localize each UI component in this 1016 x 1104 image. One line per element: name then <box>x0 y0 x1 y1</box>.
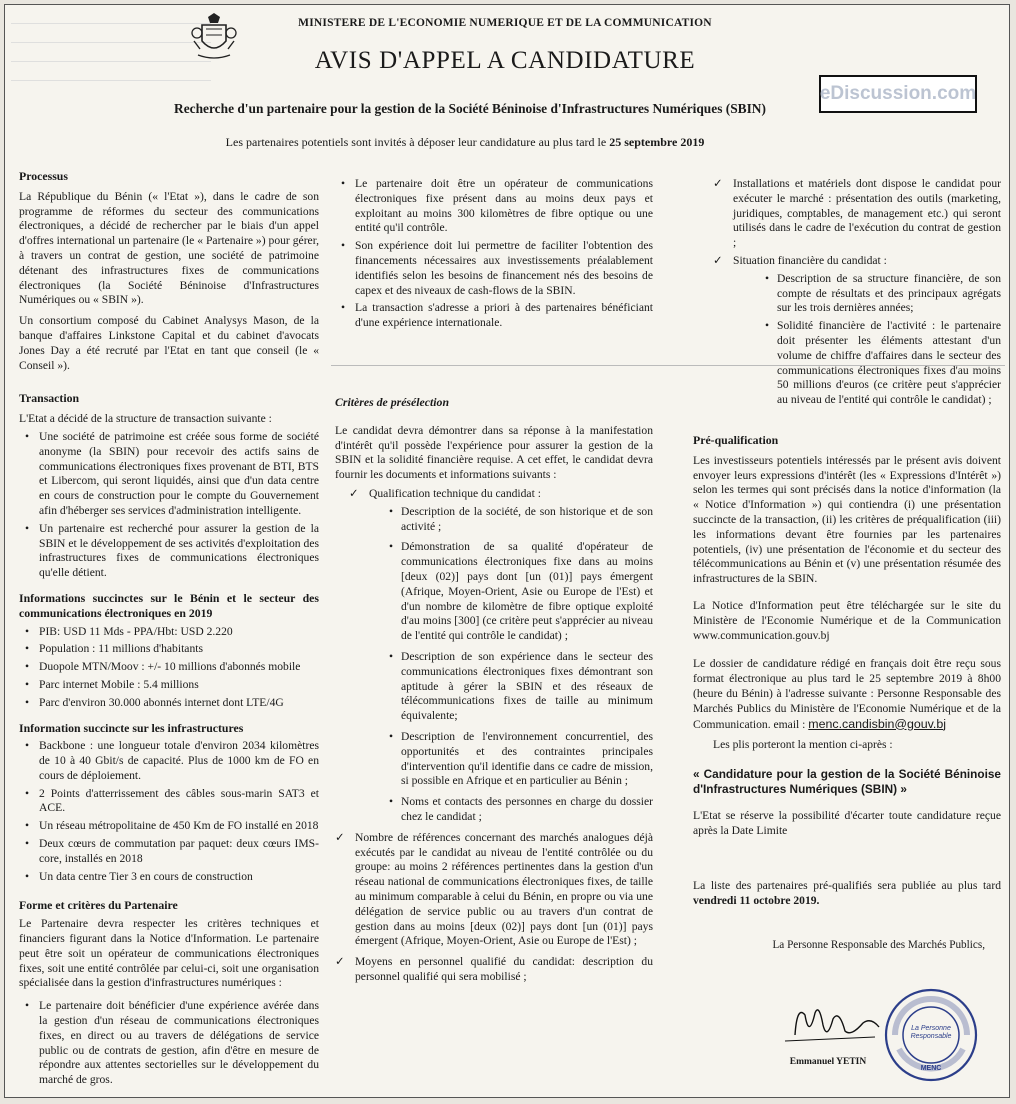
handwritten-signature <box>775 995 885 1055</box>
list-item: • Le partenaire doit bénéficier d'une expérience avérée dans la gestion d'un réseau de communications électroniques fixes, en direct ou au travers de délégations de service public ou de contrats de gestion, afin d'être en mesure de répondre aux attentes sectorielles sur le développement du marché de gros. <box>19 999 319 1088</box>
list-item: • Démonstration de sa qualité d'opérateur de communications électroniques fixe dans au moins [deux (02)] pays dont [un (01)] pays émergent (Afrique, Moyen-Orient, Asie ou Europe de l'Est) et d'un nombre de kilomètre de fibre optique exploité d'au moins [300] (ce critère peut s'apprécier au niveau de l'entité qui contrôle le candidat) ; <box>381 540 653 644</box>
financial-list <box>757 272 1001 408</box>
list-item: • Population : 11 millions d'habitants <box>19 642 319 657</box>
prequalification-paragraph: Les investisseurs potentiels intéressés par le présent avis doivent envoyer leurs expressions d'intérêt (les « Expressions d'Intérêt ») selon les termes qui sont précisés dans la notice d'information (la « Notice d'Information ») qui contiendra (i) une présentation succincte de la transaction, (ii) les critères de préqualification (iii) les informations devant être fournies par les partenaires potentiels, (iv) une présentation de l'économie et du secteur des télécommunications au Bénin et (v) une présentation résumée des infrastructures de la SBIN. <box>693 453 1001 586</box>
signature-title: La Personne Responsable des Marchés Publics, <box>772 939 985 952</box>
criteres-heading: Critères de présélection <box>335 395 450 409</box>
watermark-badge: eDiscussion.com <box>819 75 977 113</box>
list-item: • 2 Points d'atterrissement des câbles sous-marin SAT3 et ACE. <box>19 787 319 817</box>
newspaper-page <box>4 4 1010 1098</box>
list-item: • Noms et contacts des personnes en charge du dossier chez le candidat ; <box>381 795 653 825</box>
official-stamp <box>883 987 979 1083</box>
list-item: • La transaction s'adresse a priori à des partenaires bénéficiant d'une expérience internationale. <box>335 301 653 331</box>
notice-subtitle: Recherche d'un partenaire pour la gestion de la Société Béninoise d'Infrastructures Numériques (SBIN) <box>174 101 766 116</box>
partner-requirements-list <box>335 177 653 331</box>
list-item: • PIB: USD 11 Mds - PPA/Hbt: USD 2.220 <box>19 625 319 640</box>
infra-info-list <box>19 739 319 884</box>
resources-check-list <box>713 177 1001 269</box>
notice-download-paragraph: La Notice d'Information peut être téléchargée sur le site du Ministère de l'Economie Numérique et de la Communication www.communication.gouv.bj <box>693 598 1001 642</box>
list-item: ✓ Installations et matériels dont dispose le candidat pour exécuter le marché : présentation des outils (marketing, juridiques, comptables, de management etc.) qui seront utilisés dans le cadre de l'exécution du contrat de gestion ; <box>713 177 1001 251</box>
transaction-list <box>19 430 319 581</box>
stamp-inner-text: La Personne Responsable <box>910 1025 952 1040</box>
list-item: • Description de sa structure financière, de son compte de résultats et des principaux agrégats sur les trois dernières années; <box>757 272 1001 316</box>
rejection-paragraph: L'Etat se réserve la possibilité d'écarter toute candidature reçue après la Date Limite <box>693 809 1001 837</box>
signatory-name: Emmanuel YETIN <box>789 1057 867 1067</box>
contact-email: menc.candisbin@gouv.bj <box>808 716 947 731</box>
submission-paragraph: Le dossier de candidature rédigé en français doit être reçu sous format électronique au plus tard le 25 septembre 2019 à 8h00 (heure du Bénin) à l'adresse suivante : Personne Responsable des Marchés Publics du Ministère de l'Economie Numérique et de la Communication. email : menc.candisbin@gouv.bj <box>693 657 1001 731</box>
stamp-bottom-text: MENC <box>920 1065 942 1072</box>
qualification-list <box>381 505 653 825</box>
list-item: • Duopole MTN/Moov : +/- 10 millions d'abonnés mobile <box>19 660 319 675</box>
publication-paragraph: La liste des partenaires pré-qualifiés sera publiée au plus tard vendredi 11 octobre 2019. <box>693 878 1001 907</box>
middle-column-bottom <box>335 395 653 988</box>
list-item: • Son expérience doit lui permettre de faciliter l'obtention des financements nécessaires aux investissements préalablement identifiés selon les besoins de financement nés des besoins de capex et des niveaux de cash-flows de la SBIN. <box>335 239 653 298</box>
list-item: ✓ Moyens en personnel qualifié du candidat: description du personnel qualifié qui sera mobilisé ; <box>335 955 653 985</box>
right-column-bottom <box>693 433 1001 953</box>
transaction-intro: L'Etat a décidé de la structure de transaction suivante : <box>19 412 272 426</box>
list-item: • Description de la société, de son historique et de son activité ; <box>381 505 653 535</box>
infra-info-heading: Information succincte sur les infrastructures <box>19 720 244 735</box>
processus-paragraph-2: Un consortium composé du Cabinet Analysys Mason, de la banque d'affaires Linkstone Capital et du cabinet d'avocats Jones Day a été recruté par l'Etat en tant que conseil (le « Conseil »). <box>19 314 319 372</box>
list-item: • Un partenaire est recherché pour assurer la gestion de la SBIN et le développement de ses activités d'exploitation des infrastructures fixes de communications électroniques qu'elle détient. <box>19 522 319 581</box>
criteres-intro: Le candidat devra démontrer dans sa réponse à la manifestation d'intérêt qu'il possède l'expérience pour assurer la gestion de la SBIN et la solidité financière requise. A cet effet, le candidat devra fournir les documents et informations suivants : <box>335 423 653 482</box>
forme-paragraph: Le Partenaire devra respecter les critères techniques et financiers figurant dans la Notice d'Information. Le partenaire peut être soit un opérateur de communications électroniques fixes, soit une entité contrôlée par celui-ci, soit une organisation spécialisée dans la gestion d'infrastructures numériques : <box>19 917 319 990</box>
middle-column-top <box>335 177 653 334</box>
deadline-date: 25 septembre 2019 <box>609 135 705 149</box>
forme-list <box>19 999 319 1088</box>
list-item: • Backbone : une longueur totale d'environ 2034 kilomètres de 10 à 40 Gbit/s de capacité. Plus de 1000 km de FO en cours de déploiement. <box>19 739 319 783</box>
coat-of-arms-logo <box>188 11 240 63</box>
ministry-name: MINISTERE DE L'ECONOMIE NUMERIQUE ET DE LA COMMUNICATION <box>298 17 712 29</box>
list-item: • Un réseau métropolitaine de 450 Km de FO installé en 2018 <box>19 819 319 834</box>
mention-text: « Candidature pour la gestion de la Société Béninoise d'Infrastructures Numériques (SBIN) » <box>693 767 1001 797</box>
list-item: • Une société de patrimoine est créée sous forme de société anonyme (la SBIN) pour recevoir des actifs sains de communications électroniques fixes provenant de BTI, BTS et Libercom, qui seront liquidés, ainsi que d'un data centre en cours de construction pour le compte du Gouvernement afin d'héberger ses services d'administration intelligente. <box>19 430 319 519</box>
transaction-heading: Transaction <box>19 391 80 406</box>
list-item: • Le partenaire doit être un opérateur de communications électroniques fixe présent dans au moins deux pays et exploitant au moins 300 kilomètres de fibre optique ou une entité qu'il contrôle. <box>335 177 653 236</box>
list-item: ✓ Qualification technique du candidat : <box>349 487 653 502</box>
criteria-check-list <box>335 831 653 985</box>
list-item: ✓ Nombre de références concernant des marchés analogues déjà exécutés par le candidat au niveau de l'entité contrôlée ou du groupe: au moins 2 références pertinentes dans la gestion d'un réseau national de communications électroniques fixes, de taille au minimum comparable à celui du Bénin, en propre ou via une délégation de service public ou au travers d'un contrat de gestion dans au moins [deux (02)] pays dont [un (01)] pays émergent (Afrique, Moyen-Orient, Asie ou Europe de l'Est) ; <box>335 831 653 949</box>
list-item: • Solidité financière de l'activité : le partenaire doit présenter les éléments attestant d'un volume de chiffre d'affaires dans le secteur des communications électroniques fixes d'au moins 50 millions d'euros (ce critère peut s'apprécier au niveau de l'entité qui contrôle le candidat) ; <box>757 319 1001 408</box>
forme-heading: Forme et critères du Partenaire <box>19 898 178 913</box>
list-item: • Deux cœurs de commutation par paquet: deux cœurs IMS-core, installés en 2018 <box>19 837 319 867</box>
mention-intro: Les plis porteront la mention ci-après : <box>713 738 893 752</box>
deadline-line: Les partenaires potentiels sont invités à déposer leur candidature au plus tard le 25 septembre 2019 <box>225 135 705 149</box>
list-item: • Description de son expérience dans le secteur des communications électroniques fixes démontrant son aptitude à gérer la SBIN et des réseaux de télécommunications fixes de taille au minimum équivalente; <box>381 650 653 724</box>
list-item: • Description de l'environnement concurrentiel, des opportunités et des contraintes principales d'intervention qu'il identifie dans ce cadre de mission, si possible en Afrique et en particulier au Bénin ; <box>381 730 653 789</box>
processus-paragraph-1: La République du Bénin (« l'Etat »), dans le cadre de son programme de réformes du secteur des communications électroniques, a décidé de rechercher par le biais d'un appel d'offres international un partenaire (le « Partenaire ») pour gérer, à travers un contrat de gestion, une société de patrimoine détenant des infrastructures fixes de communications électroniques (la Société Béninoise d'Infrastructures Numériques ou « SBIN »). <box>19 189 319 307</box>
prequalification-heading: Pré-qualification <box>693 433 779 447</box>
right-column-top <box>713 177 1001 411</box>
qualification-check <box>335 487 653 502</box>
left-column <box>19 169 319 1091</box>
processus-heading: Processus <box>19 169 68 183</box>
list-item: ✓ Situation financière du candidat : <box>713 254 1001 269</box>
notice-title: AVIS D'APPEL A CANDIDATURE <box>314 47 696 74</box>
benin-info-heading: Informations succinctes sur le Bénin et le secteur des communications électroniques en 2019 <box>19 590 319 620</box>
benin-info-list <box>19 625 319 711</box>
list-item: • Parc d'environ 30.000 abonnés internet dont LTE/4G <box>19 696 319 711</box>
list-item: • Parc internet Mobile : 5.4 millions <box>19 678 319 693</box>
list-item: • Un data centre Tier 3 en cours de construction <box>19 870 319 885</box>
